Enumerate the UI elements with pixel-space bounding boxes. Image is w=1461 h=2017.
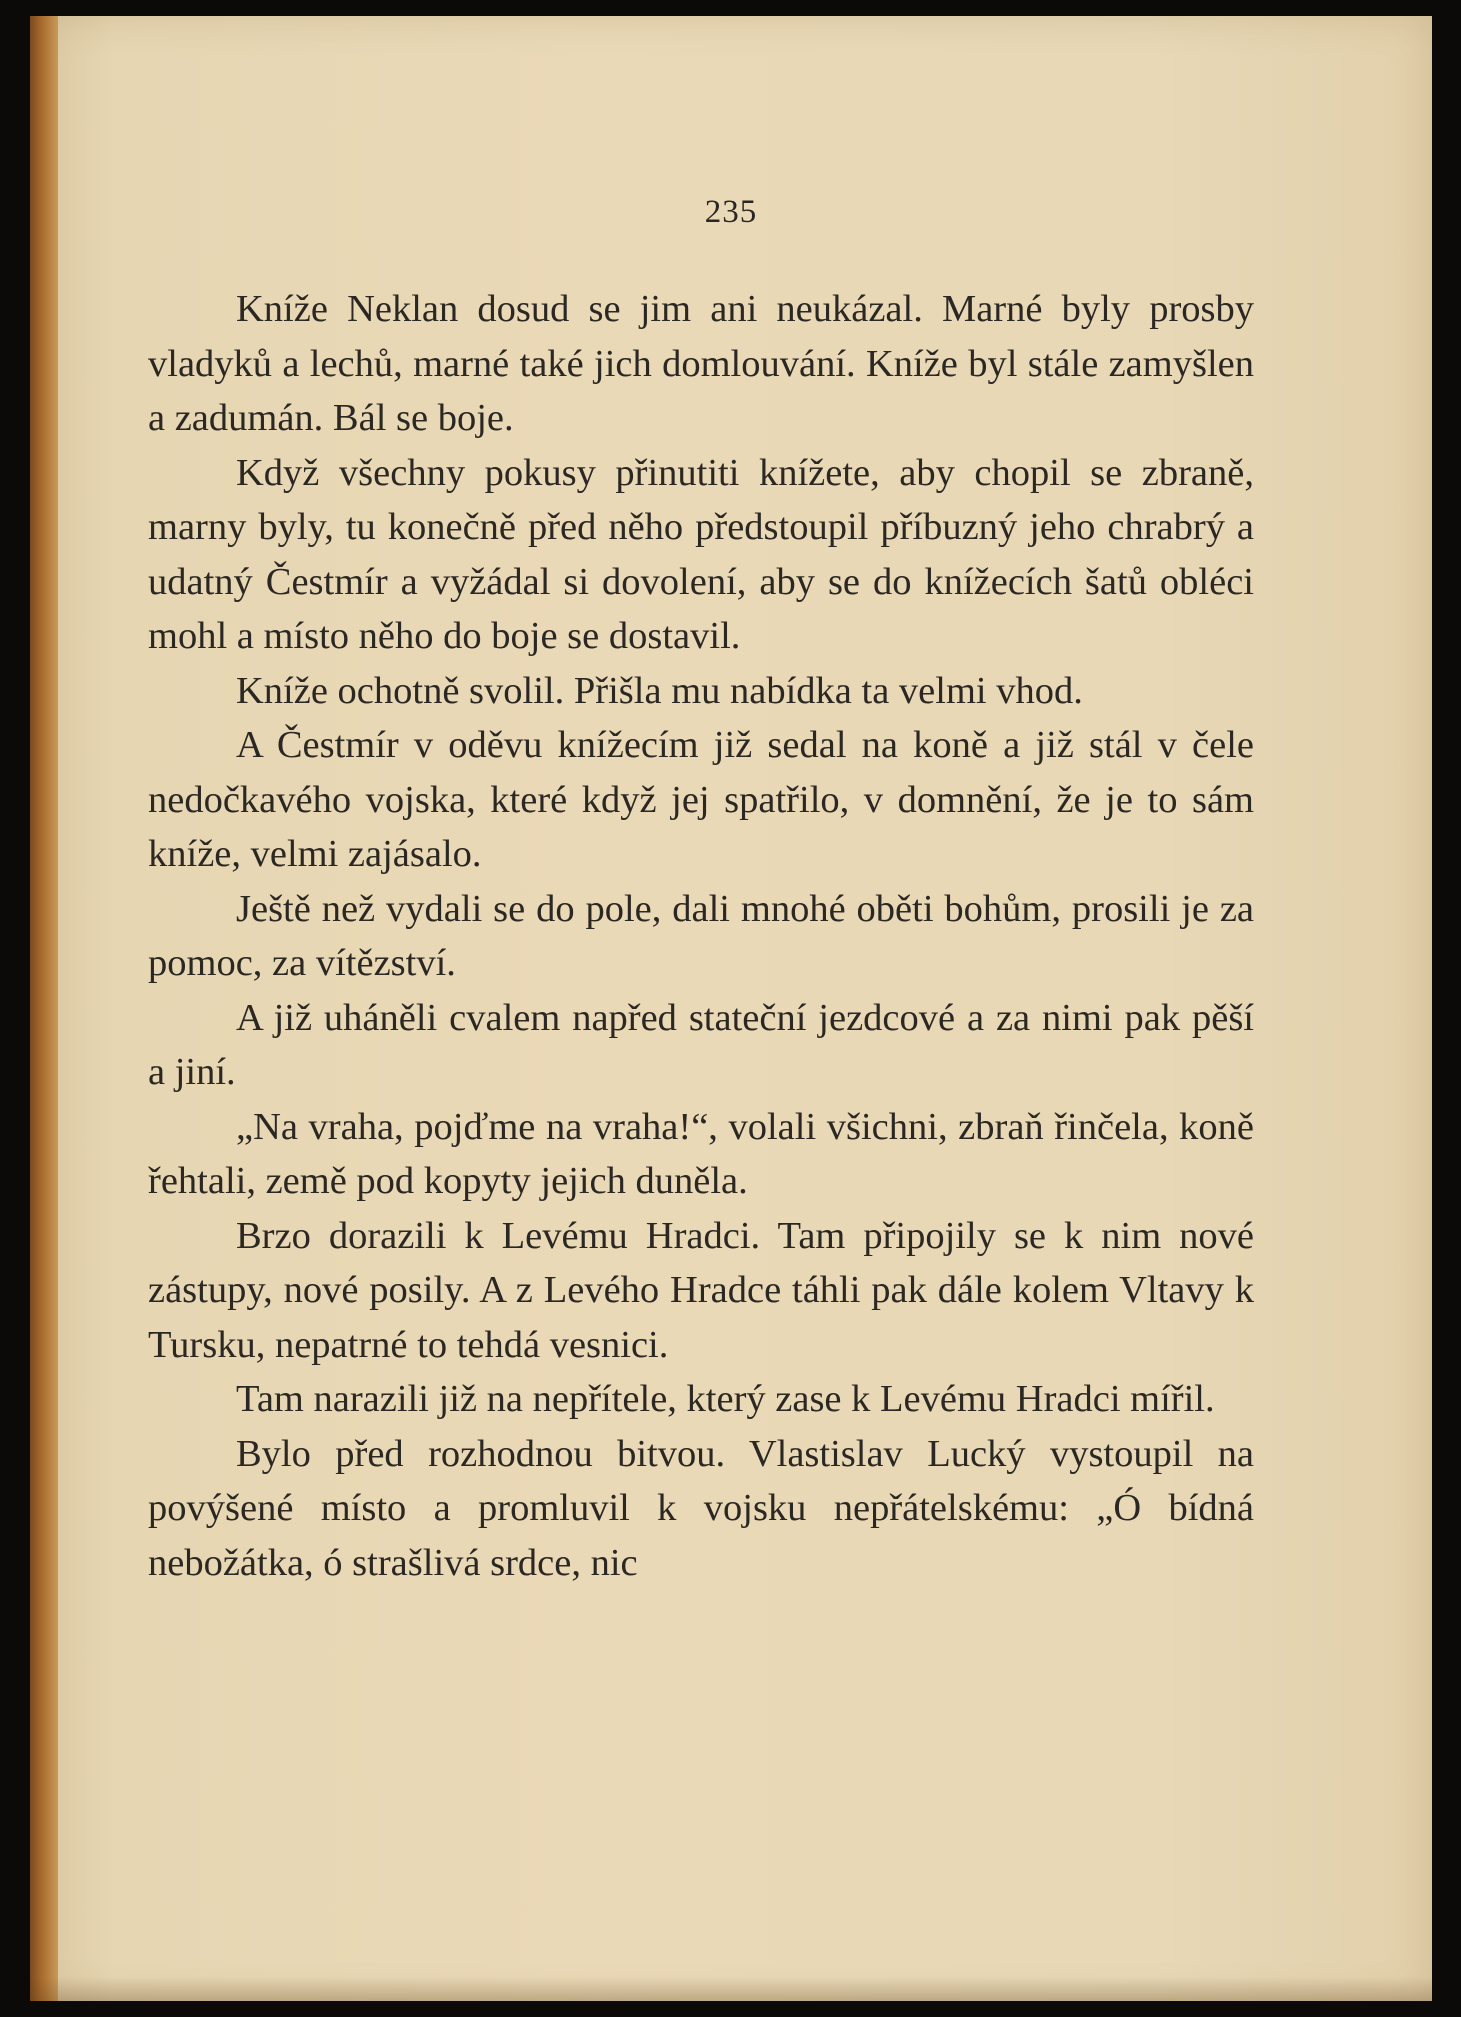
paragraph-5: Ještě než vydali se do pole, dali mnohé oběti bohům, prosili je za pomoc, za vítězství.	[148, 887, 1254, 984]
paragraph-7: „Na vraha, pojďme na vraha!“, volali všichni, zbraň řinčela, koně řehtali, země pod kopyty jejich duněla.	[148, 1105, 1254, 1202]
paragraph-10: Bylo před rozhodnou bitvou. Vlastislav Lucký vystoupil na povýšené místo a promluvil k vojsku nepřátelskému: „Ó bídná nebožátka, ó strašlivá srdce, nic	[148, 1432, 1254, 1584]
page-binding-edge	[30, 16, 58, 2001]
book-page	[30, 16, 1432, 2001]
paragraph-1: Kníže Neklan dosud se jim ani neukázal. Marné byly prosby vladyků a lechů, marné také jich domlouvání. Kníže byl stále zamyšlen a zadumán. Bál se boje.	[148, 288, 1254, 439]
page-number: 235	[704, 194, 758, 230]
paragraph-6: A již uháněli cvalem napřed stateční jezdcové a za nimi pak pěší a jiní.	[148, 996, 1254, 1093]
body-text	[148, 282, 1254, 1590]
paragraph-8: Brzo dorazili k Levému Hradci. Tam připojily se k nim nové zástupy, nové posily. A z Levého Hradce táhli pak dále kolem Vltavy k Tursku, nepatrné to tehdá vesnici.	[148, 1214, 1254, 1366]
paragraph-2: Když všechny pokusy přinutiti knížete, aby chopil se zbraně, marny byly, tu konečně před něho předstoupil příbuzný jeho chrabrý a udatný Čestmír a vyžádal si dovolení, aby se do knížecích šatů obléci mohl a místo něho do boje se dostavil.	[148, 451, 1254, 657]
paragraph-9: Tam narazili již na nepřítele, který zase k Levému Hradci mířil.	[236, 1378, 1215, 1420]
paragraph-3: Kníže ochotně svolil. Přišla mu nabídka ta velmi vhod.	[236, 669, 1083, 712]
page-bottom-shadow	[30, 1977, 1432, 2001]
paragraph-4: A Čestmír v oděvu knížecím již sedal na koně a již stál v čele nedočkavého vojska, které když jej spatřilo, v domnění, že je to sám kníže, velmi zajásalo.	[148, 724, 1254, 875]
